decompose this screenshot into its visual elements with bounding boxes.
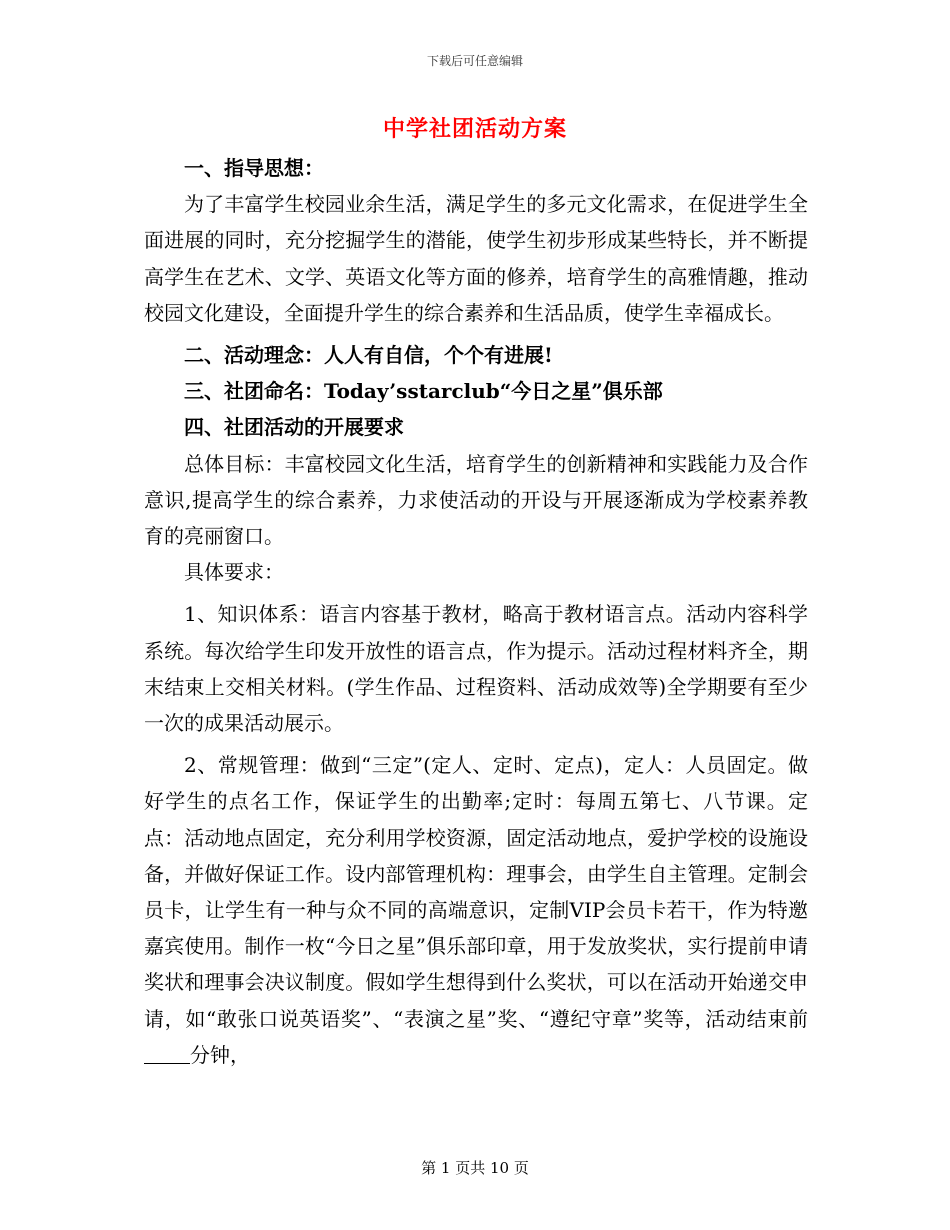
paragraph-overall-goal: 总体目标：丰富校园文化生活，培育学生的创新精神和实践能力及合作意识,提高学生的综合素养，力求使活动的开设与开展逐渐成为学校素养教育的亮丽窗口。 <box>144 451 808 549</box>
document-title: 中学社团活动方案 <box>382 116 567 142</box>
section-heading-activity-concept: 二、活动理念：人人有自信，个个有进展! <box>184 343 553 368</box>
page-header-note: 下载后可任意编辑 <box>426 54 523 68</box>
document-body <box>144 150 808 1073</box>
paragraph-routine-management <box>144 747 808 1073</box>
paragraph-knowledge-system: 1、知识体系：语言内容基于教材，略高于教材语言点。活动内容科学系统。每次给学生印发开放性的语言点，作为提示。活动过程材料齐全，期末结束上交相关材料。(学生作品、过程资料、活动成效等)全学期要有至少一次的成果活动展示。 <box>144 602 808 736</box>
fill-in-blank <box>144 1043 190 1064</box>
page-footer-number: 第 1 页共 10 页 <box>421 1159 529 1177</box>
section-heading-guiding-thought: 一、指导思想： <box>184 156 324 180</box>
routine-management-tail: 分钟， <box>190 1042 250 1067</box>
paragraph-specific-label: 具体要求： <box>184 560 284 585</box>
paragraph-guiding-thought: 为了丰富学生校园业余生活，满足学生的多元文化需求，在促进学生全面进展的同时，充分挖掘学生的潜能，使学生初步形成某些特长，并不断提高学生在艺术、文学、英语文化等方面的修养，培育学生的高雅情趣，推动校园文化建设，全面提升学生的综合素养和生活品质，使学生幸福成长。 <box>144 192 808 325</box>
routine-management-text: 2、常规管理：做到“三定”(定人、定时、定点)，定人：人员固定。做好学生的点名工作，保证学生的出勤率;定时：每周五第七、八节课。定点：活动地点固定，充分利用学校资源，固定活动地点，爱护学校的设施设备，并做好保证工作。设内部管理机构：理事会，由学生自主管理。定制会员卡，让学生有一种与众不同的高端意识，定制VIP会员卡若干，作为特邀嘉宾使用。制作一枚“今日之星”俱乐部印章，用于发放奖状，实行提前申请奖状和理事会决议制度。假如学生想得到什么奖状，可以在活动开始递交申请，如“敢张口说英语奖”、“表演之星”奖、“遵纪守章”奖等，活动结束前 <box>144 753 808 1031</box>
section-heading-requirements: 四、社团活动的开展要求 <box>184 415 404 440</box>
section-heading-club-naming: 三、社团命名：Today’sstarclub“今日之星”俱乐部 <box>184 379 663 404</box>
